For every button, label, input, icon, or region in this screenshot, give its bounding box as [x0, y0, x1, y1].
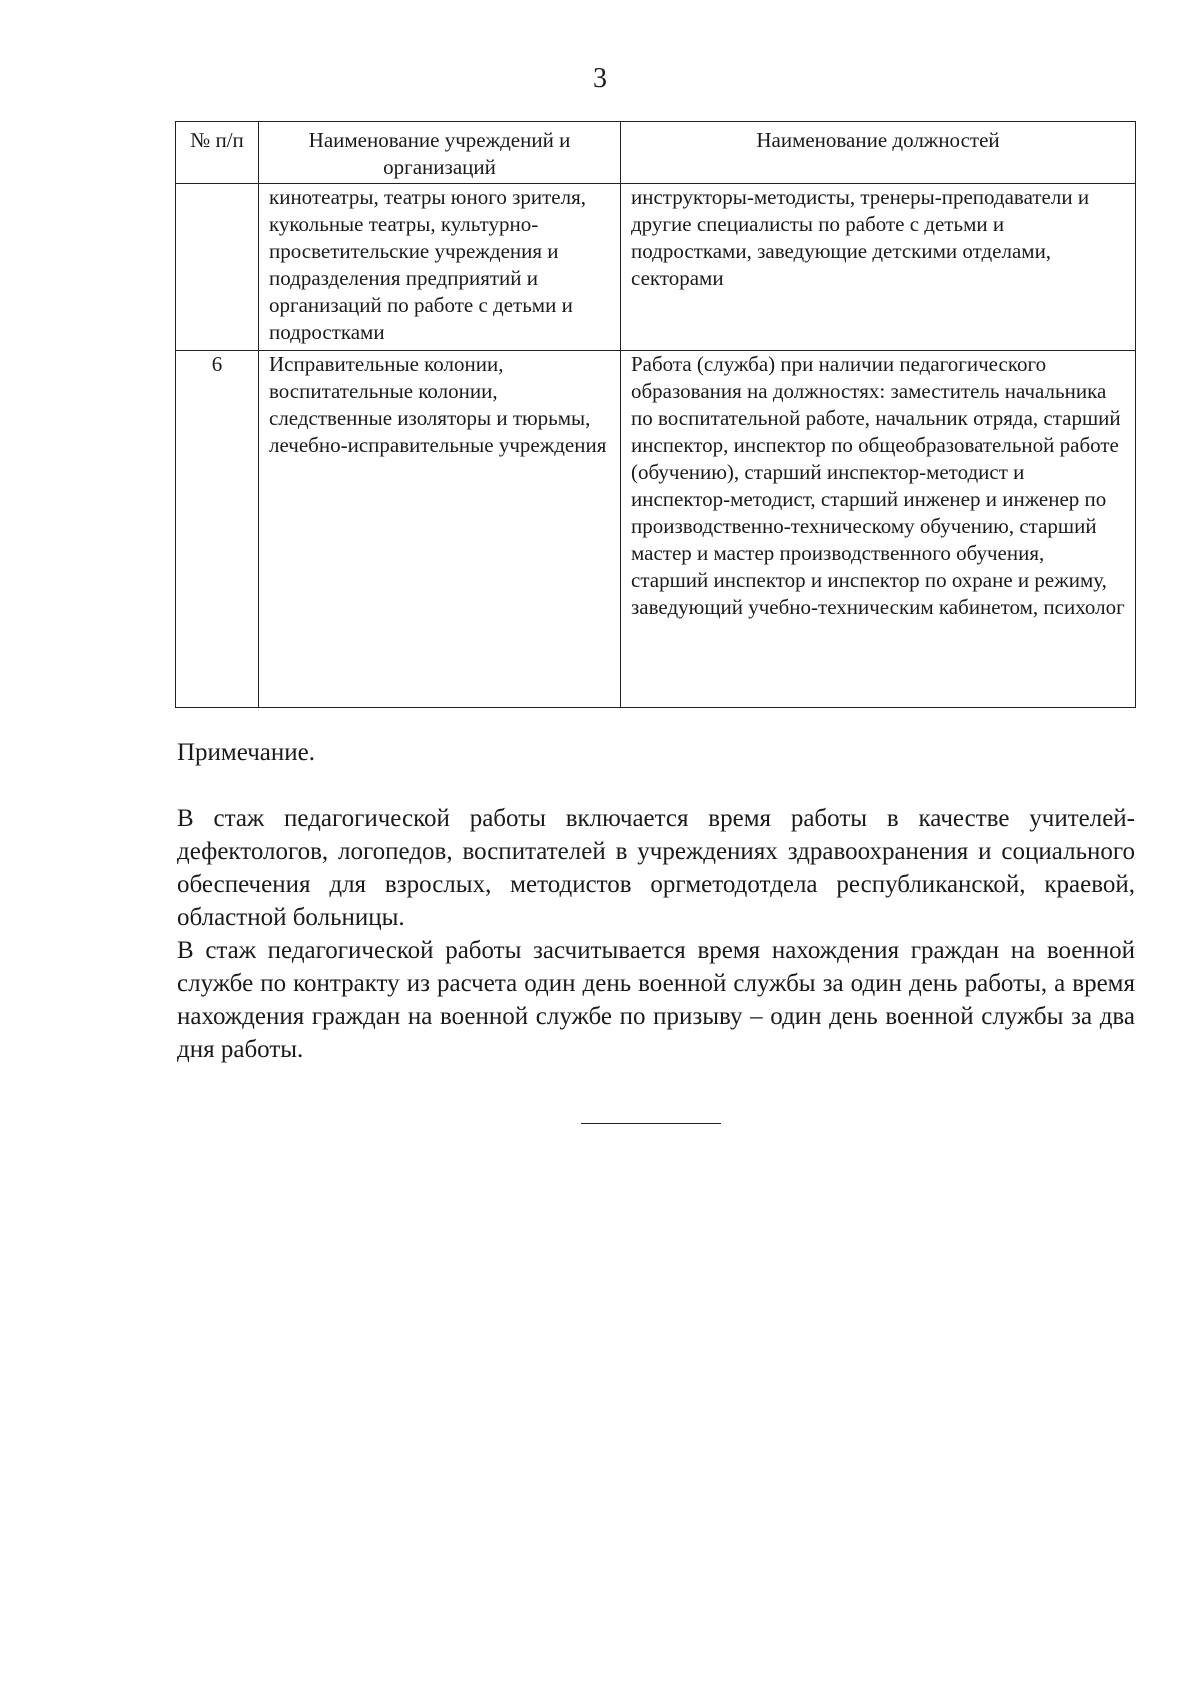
row-positions: Работа (служба) при наличии педагогического образования на должностях: заместитель начальника по воспитательной работе, начальник отряда, старший инспектор, инспектор по общеобразовательной работе (обучению), старший инспектор-методист и инспектор-методист, старший инженер и инженер по производственно-техническому обучению, старший мастер и мастер производственного обучения, старший инспектор и инспектор по охране и режиму, заведующий учебно-техническим кабинетом, психолог [621, 351, 1136, 708]
row-institutions: кинотеатры, театры юного зрителя, кукольные театры, культурно-просветительские учреждения и подразделения предприятий и организаций по работе с детьми и подростками [259, 184, 621, 351]
table-row [176, 351, 1136, 708]
row-institutions: Исправительные колонии, воспитательные колонии, следственные изоляторы и тюрьмы, лечебно-исправительные учреждения [259, 351, 621, 708]
header-positions: Наименование должностей [621, 122, 1136, 184]
table-header-row [176, 122, 1136, 184]
row-positions: инструкторы-методисты, тренеры-преподаватели и другие специалисты по работе с детьми и подростками, заведующие детскими отделами, секторами [621, 184, 1136, 351]
header-number: № п/п [176, 122, 259, 184]
row-number: 6 [176, 351, 259, 708]
page-number: 3 [593, 63, 607, 94]
end-divider [581, 1123, 721, 1124]
note-paragraph: В стаж педагогической работы включается время работы в качестве учителей-дефектологов, логопедов, воспитателей в учреждениях здравоохранения и социального обеспечения для взрослых, методистов оргметодотдела республиканской, краевой, областной больницы. [177, 805, 1135, 931]
note-title: Примечание. [177, 739, 316, 766]
row-number [176, 184, 259, 351]
note-body [177, 802, 1135, 1066]
note-paragraph: В стаж педагогической работы засчитывается время нахождения граждан на военной службе по контракту из расчета один день военной службы за один день работы, а время нахождения граждан на военной службе по призыву – один день военной службы за два дня работы. [177, 937, 1135, 1063]
header-institutions: Наименование учреждений и организаций [259, 122, 621, 184]
positions-table [175, 121, 1136, 708]
table-row [176, 184, 1136, 351]
